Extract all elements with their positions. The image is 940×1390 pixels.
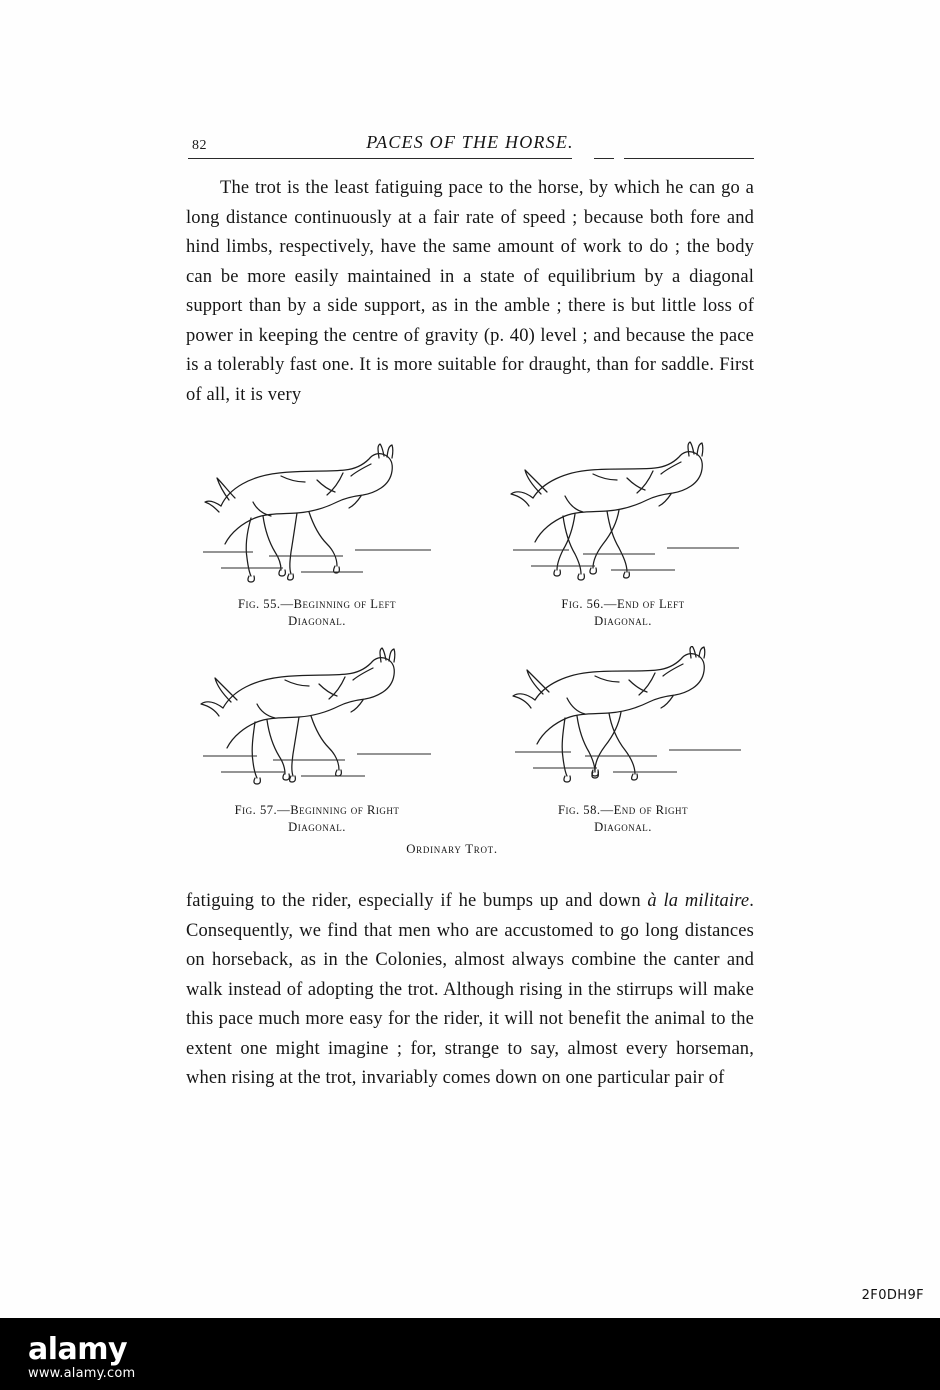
figure-58 [492, 646, 754, 836]
watermark-footer [0, 1318, 940, 1390]
header-rule-right [624, 158, 754, 159]
figure-55-caption-line2: Diagonal. [288, 614, 346, 628]
paragraph-first: The trot is the least fatiguing pace to the horse, by which he can go a long distance continuously at a fair rate of speed ; because both fore and hind limbs, respectively, have the same amount of work to do ; the body can be more easily maintained in a state of equilibrium by a diagonal support than by a side support, as in the amble ; there is but little loss of power in keeping the centre of gravity (p. 40) level ; and because the pace is a tolerably fast one. It is more suitable for draught, than for saddle. First of all, it is very [186, 178, 754, 405]
figure-57 [186, 646, 448, 836]
paragraph-second-italic: à la militaire [647, 891, 750, 911]
figure-group [186, 440, 754, 857]
figure-56-caption-line2: Diagonal. [594, 614, 652, 628]
figure-row-bottom [186, 646, 754, 836]
page-content [186, 130, 754, 1094]
figure-58-caption-line2: Diagonal. [594, 820, 652, 834]
figure-57-caption-line2: Diagonal. [288, 820, 346, 834]
horse-illustration-icon [193, 440, 441, 588]
figure-55-caption-line1: Fig. 55.—Beginning of Left [237, 597, 397, 611]
figure-55-caption [202, 596, 432, 630]
figure-55 [186, 440, 448, 630]
alamy-logo: alamy [28, 1332, 128, 1367]
paragraph-second-part1: fatiguing to the rider, especially if he bumps up and down [186, 891, 648, 911]
image-id-label: 2F0DH9F [861, 1288, 924, 1303]
header-rule-dash [594, 158, 614, 159]
figure-group-caption: Ordinary Trot. [406, 842, 498, 856]
running-head-title: PACES OF THE HORSE. [366, 132, 574, 152]
figure-row-top [186, 440, 754, 630]
running-head [186, 130, 754, 160]
figure-58-caption [508, 802, 738, 836]
figure-56-caption [508, 596, 738, 630]
paragraph-second [186, 887, 754, 1094]
figure-57-caption-line1: Fig. 57.—Beginning of Right [234, 803, 400, 817]
horse-illustration-icon [193, 646, 441, 794]
figure-58-caption-line1: Fig. 58.—End of Right [557, 803, 689, 817]
figure-56 [492, 440, 754, 630]
alamy-url: www.alamy.com [28, 1366, 136, 1381]
horse-illustration-icon [499, 440, 747, 588]
figure-56-caption-line1: Fig. 56.—End of Left [561, 597, 685, 611]
figure-57-caption [202, 802, 432, 836]
header-rule-left [188, 158, 572, 159]
horse-illustration-icon [499, 646, 747, 794]
paragraph-second-part2: . Consequently, we find that men who are accustomed to go long distances on horseback, as in the Colonies, almost always combine the canter and walk instead of adopting the trot. Although rising in the stirrups will make this pace much more easy for the rider, it will not benefit the animal to the extent one might imagine ; for, strange to say, almost every horseman, when rising at the trot, invariably comes down on one particular pair of [186, 891, 754, 1088]
page-number: 82 [192, 138, 207, 153]
